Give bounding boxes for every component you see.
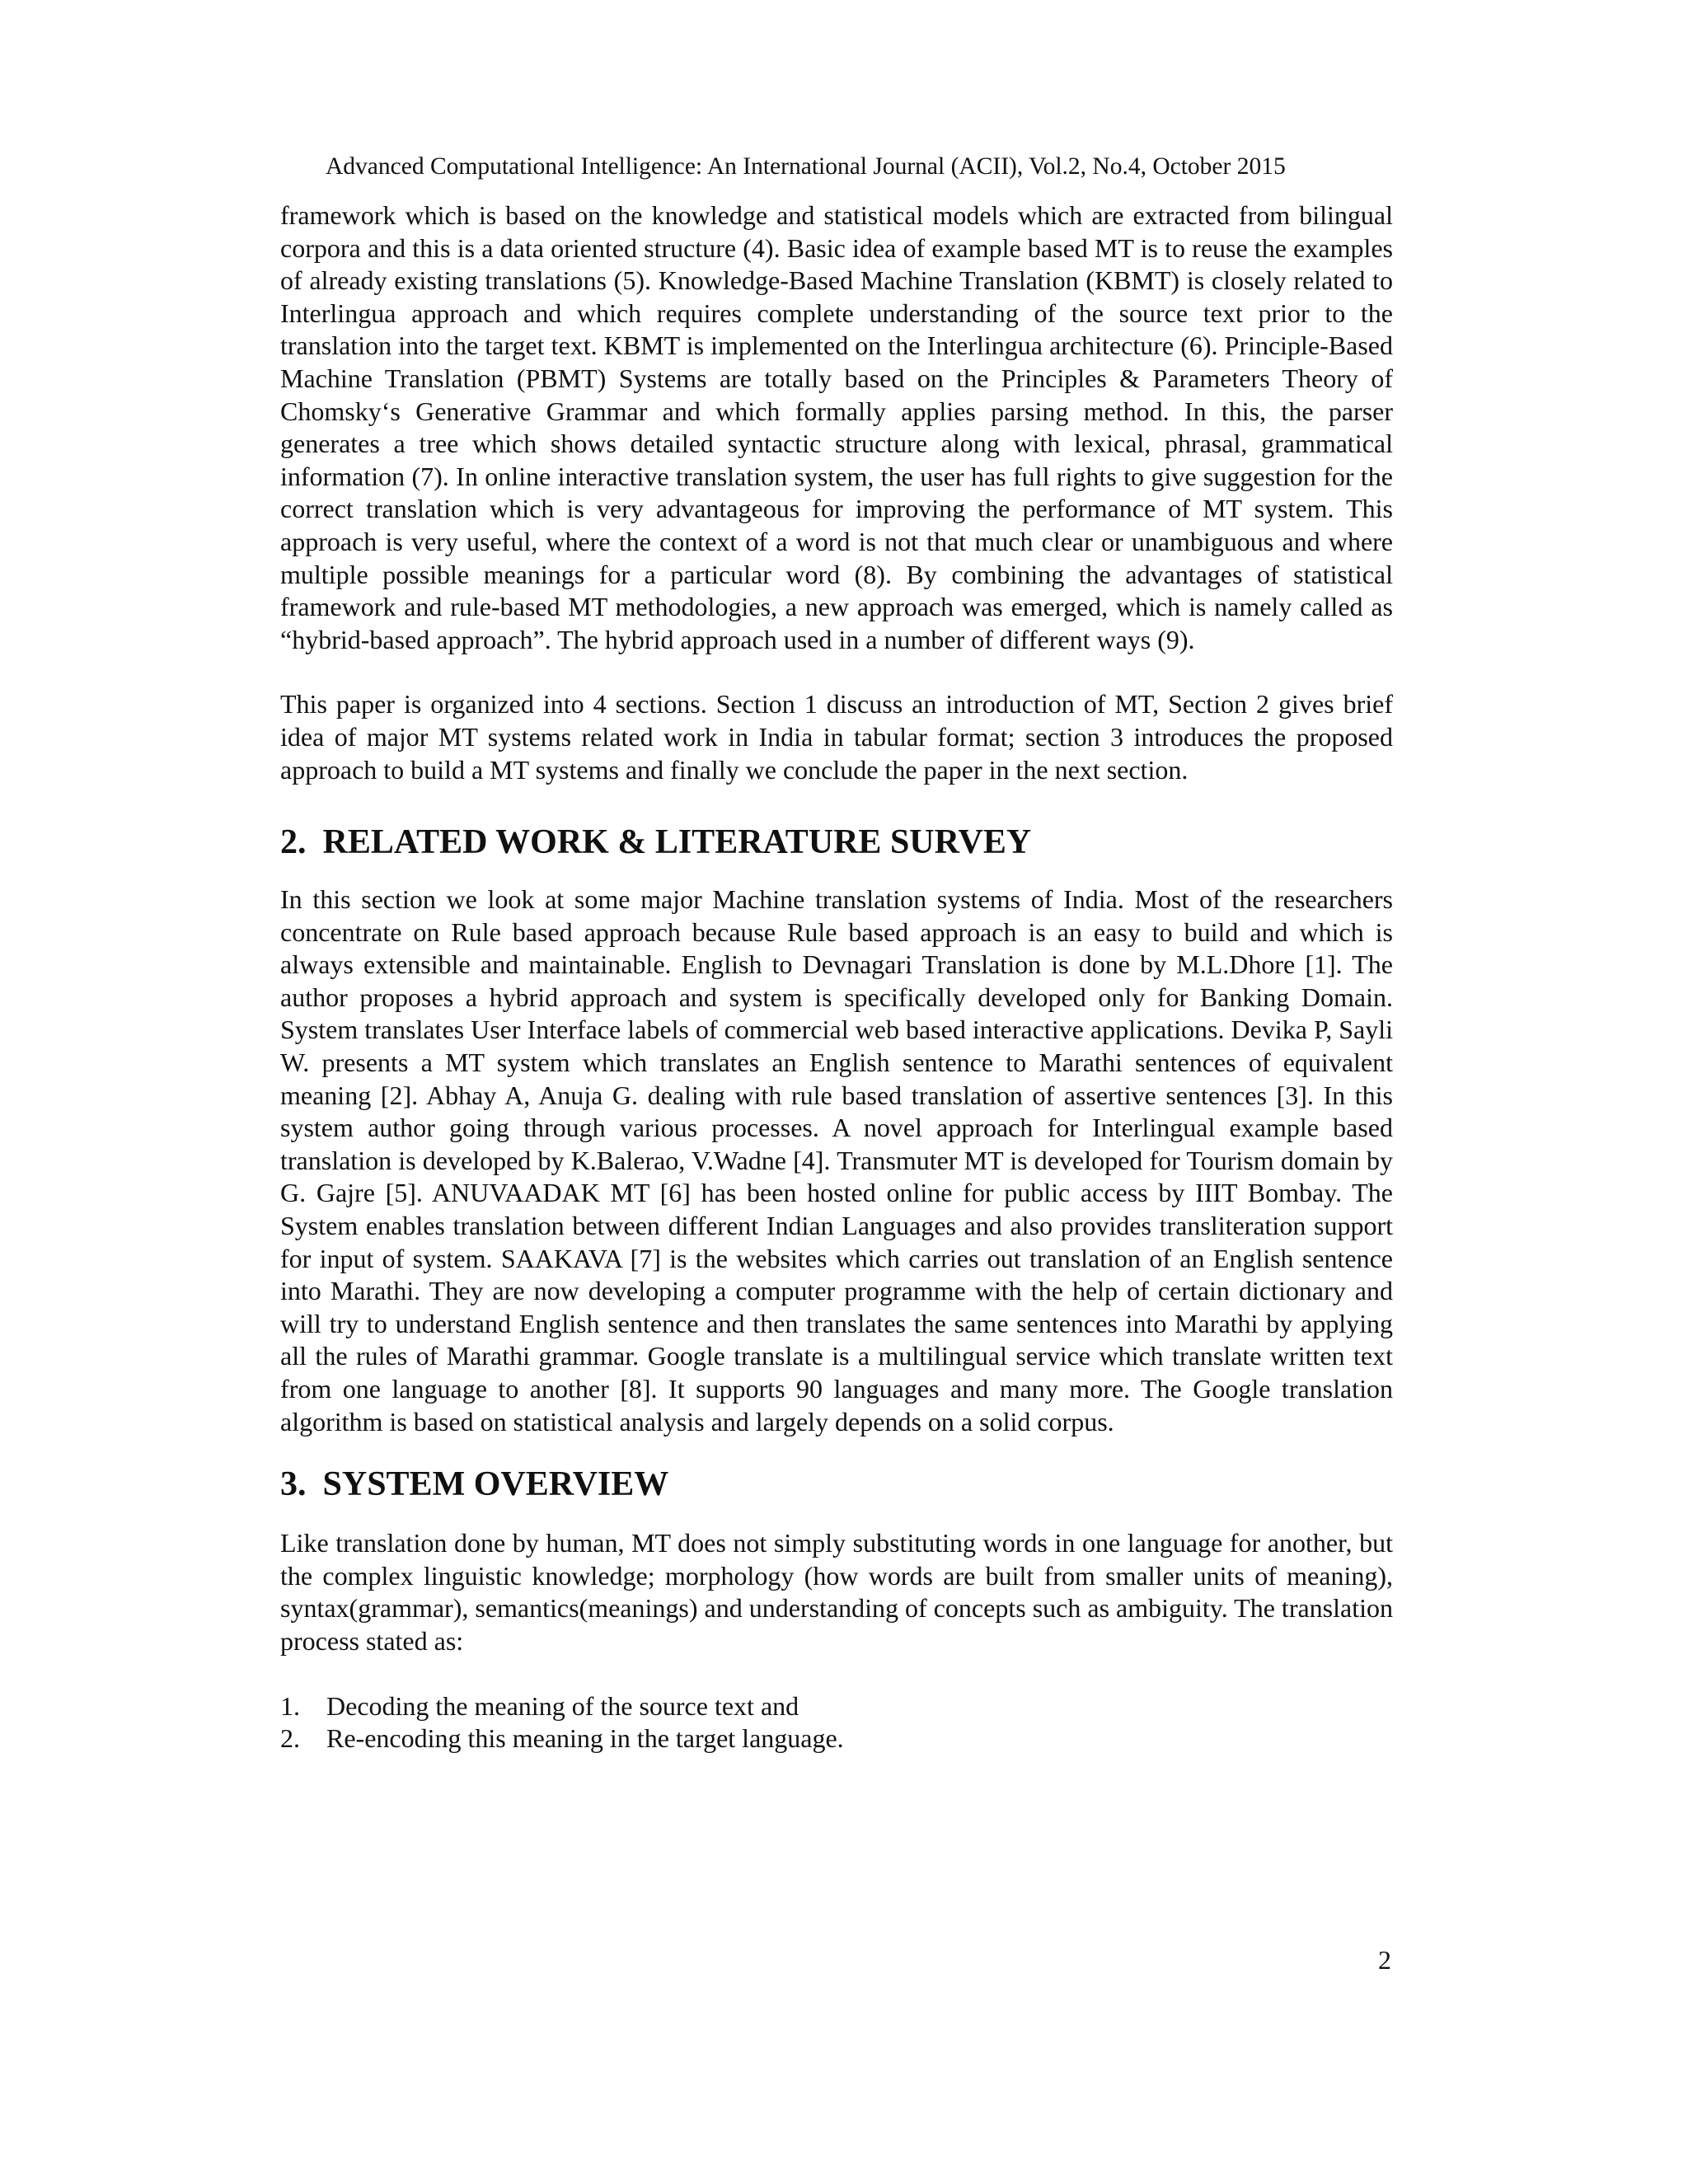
list-item-text: Decoding the meaning of the source text and (326, 1690, 799, 1721)
list-item-number: 1. (280, 1690, 300, 1721)
section-3-number: 3. (280, 1465, 307, 1504)
list-item (280, 1722, 1393, 1755)
list-item-text: Re-encoding this meaning in the target language. (326, 1723, 844, 1754)
section-2-heading (280, 819, 1393, 865)
running-header: Advanced Computational Intelligence: An International Journal (ACII), Vol.2, No.4, October 2015 (326, 153, 1286, 180)
system-overview-paragraph: Like translation done by human, MT does not simply substituting words in one language for another, but the complex linguistic knowledge; morphology (how words are built from smaller units of meaning), syntax(grammar), semantics(meanings) and understanding of concepts such as ambiguity. The translation process stated as: (280, 1528, 1393, 1656)
section-3-heading (280, 1461, 1393, 1507)
page-number: 2 (1378, 1945, 1391, 1975)
intro-continued-paragraph: framework which is based on the knowledge and statistical models which are extracted from bilingual corpora and this is a data oriented structure (4). Basic idea of example based MT is to reuse the examples of already existing translations (5). Knowledge-Based Machine Translation (KBMT) is closely related to Interlingua approach and which requires complete understanding of the source text prior to the translation into the target text. KBMT is implemented on the Interlingua architecture (6). Principle-Based Machine Translation (PBMT) Systems are totally based on the Principles & Parameters Theory of Chomsky‘s Generative Grammar and which formally applies parsing method. In this, the parser generates a tree which shows detailed syntactic structure along with lexical, phrasal, grammatical information (7). In online interactive translation system, the user has full rights to give suggestion for the correct translation which is very advantageous for improving the performance of MT system. This approach is very useful, where the context of a word is not that much clear or unambiguous and where multiple possible meanings for a particular word (8). By combining the advantages of statistical framework and rule-based MT methodologies, a new approach was emerged, which is namely called as “hybrid-based approach”. The hybrid approach used in a number of different ways (9). (280, 200, 1393, 654)
section-2-title: RELATED WORK & LITERATURE SURVEY (322, 823, 1032, 862)
list-item (280, 1690, 1393, 1723)
page-body (280, 199, 1393, 1755)
section-2-number: 2. (280, 823, 307, 862)
list-item-number: 2. (280, 1723, 300, 1754)
translation-process-list (280, 1690, 1393, 1755)
related-work-paragraph: In this section we look at some major Machine translation systems of India. Most of the researchers concentrate on Rule based approach because Rule based approach is an easy to build and which is always extensible and maintainable. English to Devnagari Translation is done by M.L.Dhore [1]. The author proposes a hybrid approach and system is specifically developed only for Banking Domain. System translates User Interface labels of commercial web based interactive applications. Devika P, Sayli W. presents a MT system which translates an English sentence to Marathi sentences of equivalent meaning [2]. Abhay A, Anuja G. dealing with rule based translation of assertive sentences [3]. In this system author going through various processes. A novel approach for Interlingual example based translation is developed by K.Balerao, V.Wadne [4]. Transmuter MT is developed for Tourism domain by G. Gajre [5]. ANUVAADAK MT [6] has been hosted online for public access by IIIT Bombay. The System enables translation between different Indian Languages and also provides transliteration support for input of system. SAAKAVA [7] is the websites which carries out translation of an English sentence into Marathi. They are now developing a computer programme with the help of certain dictionary and will try to understand English sentence and then translates the same sentences into Marathi by applying all the rules of Marathi grammar. Google translate is a multilingual service which translate written text from one language to another [8]. It supports 90 languages and many more. The Google translation algorithm is based on statistical analysis and largely depends on a solid corpus. (280, 884, 1393, 1436)
section-3-title: SYSTEM OVERVIEW (322, 1465, 669, 1504)
paper-organization-paragraph: This paper is organized into 4 sections. Section 1 discuss an introduction of MT, Section 2 gives brief idea of major MT systems related work in India in tabular format; section 3 introduces the proposed approach to build a MT systems and finally we conclude the paper in the next section. (280, 689, 1393, 785)
